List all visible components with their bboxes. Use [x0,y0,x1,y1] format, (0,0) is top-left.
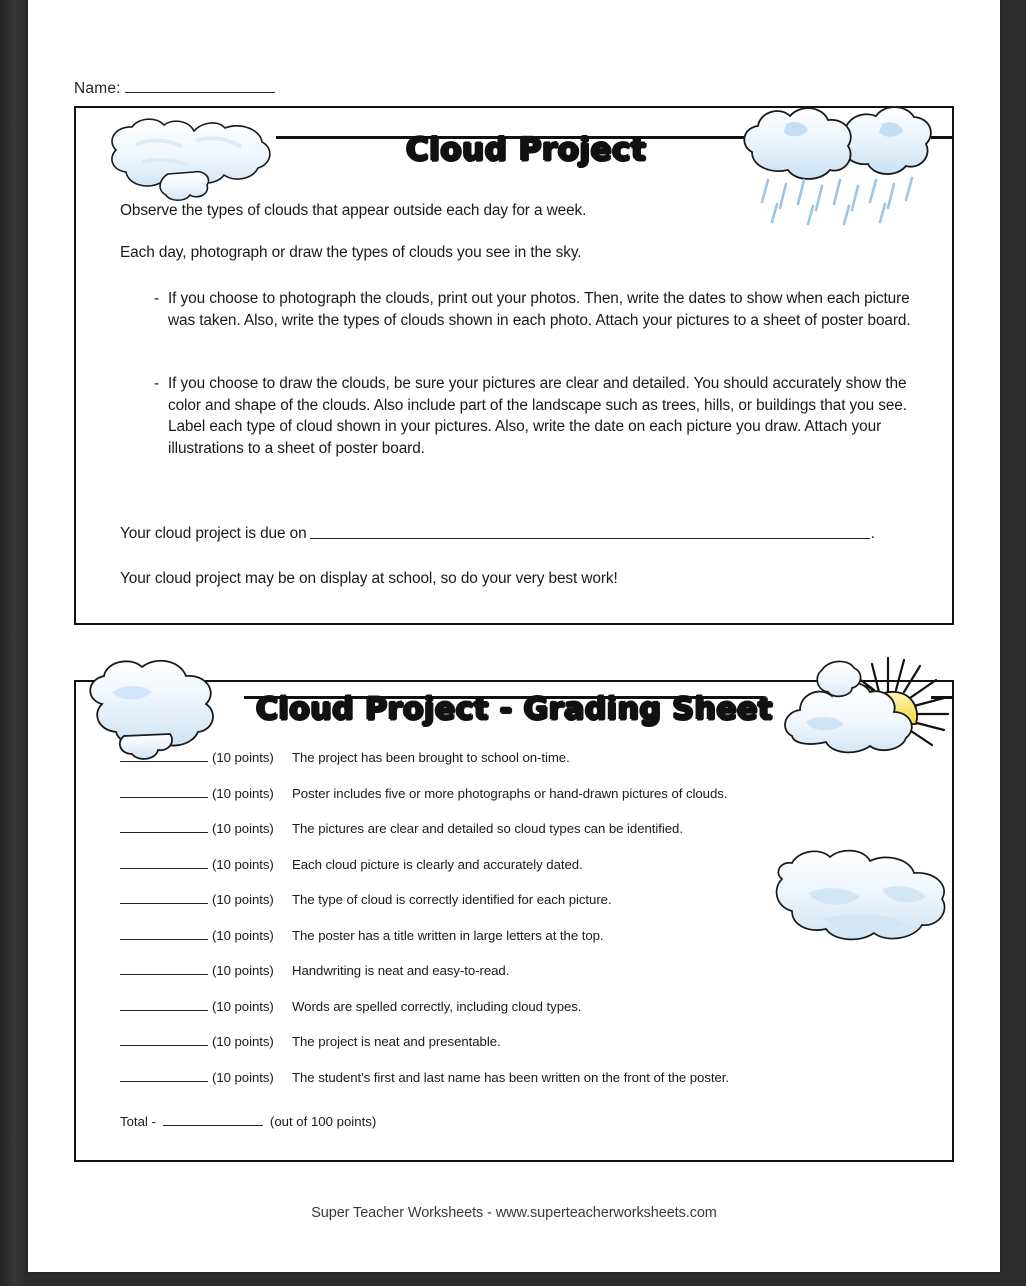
bullet-text: If you choose to draw the clouds, be sure your pictures are clear and detailed. You should accurately show the color and shape of the clouds. Also include part of the landscape such as trees, hills, or buildings that you see. Label each type of cloud shown in your pictures. Also, write the date on each picture you draw. Attach your illustrations to a sheet of poster board. [168,375,907,457]
score-blank[interactable] [120,1071,208,1082]
score-blank[interactable] [120,893,208,904]
total-label: Total - [120,1114,156,1129]
criterion-text: Each cloud picture is clearly and accurately dated. [292,856,583,872]
points-label: (10 points) [212,856,274,872]
grading-row [120,928,920,964]
criterion-text: The pictures are clear and detailed so cloud types can be identified. [292,821,683,836]
total-blank[interactable] [163,1115,263,1126]
score-blank[interactable] [120,822,208,833]
grading-row [120,821,920,857]
intro-line-1: Observe the types of clouds that appear outside each day for a week. [120,202,587,219]
worksheet-page [28,0,1000,1272]
due-date-label: Your cloud project is due on [120,525,307,542]
grading-criteria-list [120,750,920,1105]
criterion-text: The poster has a title written in large letters at the top. [292,927,604,943]
points-label: (10 points) [212,750,274,765]
score-blank[interactable] [120,787,208,798]
grading-row [120,857,920,893]
cloud-project-panel [74,106,954,625]
points-label: (10 points) [212,1069,274,1085]
intro-line-2: Each day, photograph or draw the types of clouds you see in the sky. [120,244,582,261]
criterion-text: Words are spelled correctly, including cloud types. [292,998,582,1014]
page-footer: Super Teacher Worksheets - www.superteacherworksheets.com [311,1205,717,1221]
total-score-row [120,1114,376,1129]
due-date-period: . [870,525,875,542]
grading-sheet-panel [74,680,954,1162]
score-blank[interactable] [120,1000,208,1011]
score-blank[interactable] [120,1035,208,1046]
points-label: (10 points) [212,927,274,943]
score-blank[interactable] [120,751,208,762]
cloud-cumulus-icon [72,654,257,764]
grading-row [120,1070,920,1106]
grading-row [120,892,920,928]
name-label: Name: [74,80,121,97]
criterion-text: The project is neat and presentable. [292,1034,501,1049]
grading-row [120,963,920,999]
bullet-draw-option [154,373,914,459]
score-blank[interactable] [120,858,208,869]
grading-row [120,786,920,822]
points-label: (10 points) [212,821,274,836]
project-title: Cloud Project [406,132,647,168]
points-label: (10 points) [212,785,274,801]
grading-row [120,999,920,1035]
criterion-text: Poster includes five or more photographs or hand-drawn pictures of clouds. [292,785,728,801]
grading-row [120,1034,920,1070]
criterion-text: The project has been brought to school on-time. [292,750,570,765]
bullet-dash: - [154,375,160,392]
total-suffix: (out of 100 points) [269,1114,377,1129]
grading-row [120,750,920,786]
bullet-dash: - [154,290,160,307]
cloud-cirrus-icon [94,110,284,202]
due-date-line [120,523,875,544]
due-date-blank[interactable] [310,526,870,539]
criterion-text: Handwriting is neat and easy-to-read. [292,963,510,978]
points-label: (10 points) [212,998,274,1014]
criterion-text: The student's first and last name has been written on the front of the poster. [292,1069,729,1085]
bullet-photograph-option [154,288,914,331]
points-label: (10 points) [212,892,274,907]
score-blank[interactable] [120,929,208,940]
points-label: (10 points) [212,963,274,978]
points-label: (10 points) [212,1034,274,1049]
bullet-text: If you choose to photograph the clouds, print out your photos. Then, write the dates to show when each picture was taken. Also, write the types of clouds shown in each photo. Attach your pictures to a sheet of poster board. [168,290,911,329]
criterion-text: The type of cloud is correctly identified for each picture. [292,892,612,907]
name-field-line [74,80,275,98]
name-blank[interactable] [125,81,275,93]
closing-line: Your cloud project may be on display at school, so do your very best work! [120,570,618,587]
score-blank[interactable] [120,964,208,975]
rain-cloud-icon [726,100,941,230]
grading-title: Cloud Project - Grading Sheet [256,692,773,727]
